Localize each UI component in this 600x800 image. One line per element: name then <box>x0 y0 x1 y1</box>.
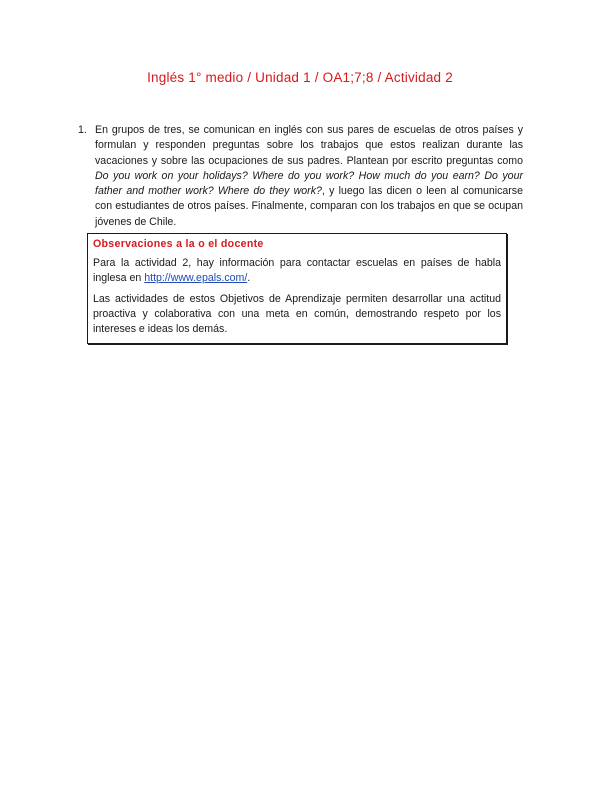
teacher-notes-paragraph-attitudes: Las actividades de estos Objetivos de Aprendizaje permiten desarrollar una actitud proactiva y colaborativa con una meta en común, demostrando respeto por los intereses e ideas los demás. <box>93 292 501 336</box>
epals-link[interactable]: http://www.epals.com/ <box>144 272 248 285</box>
teacher-notes-paragraph-contact <box>93 256 501 287</box>
activity-example-questions: Do you work on your holidays? Where do you work? How much do you earn? Do your father and mother work? Where do they work? <box>95 169 523 198</box>
activity-item-text <box>95 124 523 228</box>
activity-text-outro: , y luego las dicen o leen al comunicarse con estudiantes de otros países. Finalmente, comparan con los trabajos en que se ocupan jóvenes de Chile. <box>95 185 523 228</box>
activity-item <box>78 123 523 230</box>
activity-list <box>78 123 523 230</box>
contact-text: Para la actividad 2, hay información para contactar escuelas en países de habla inglesa en <box>93 257 501 285</box>
contact-text-end: . <box>247 272 251 285</box>
teacher-notes-box <box>87 233 507 344</box>
page-title: Inglés 1° medio / Unidad 1 / OA1;7;8 / Actividad 2 <box>147 70 453 85</box>
teacher-notes-title: Observaciones a la o el docente <box>93 238 264 250</box>
activity-item-number: 1. <box>78 124 87 136</box>
activity-text-intro: En grupos de tres, se comunican en inglés con sus pares de escuelas de otros países y formulan y responden preguntas sobre los trabajos que estos realizan durante las vacaciones y sobre las ocupaciones de sus padres. Plantean por escrito preguntas como <box>95 124 523 167</box>
